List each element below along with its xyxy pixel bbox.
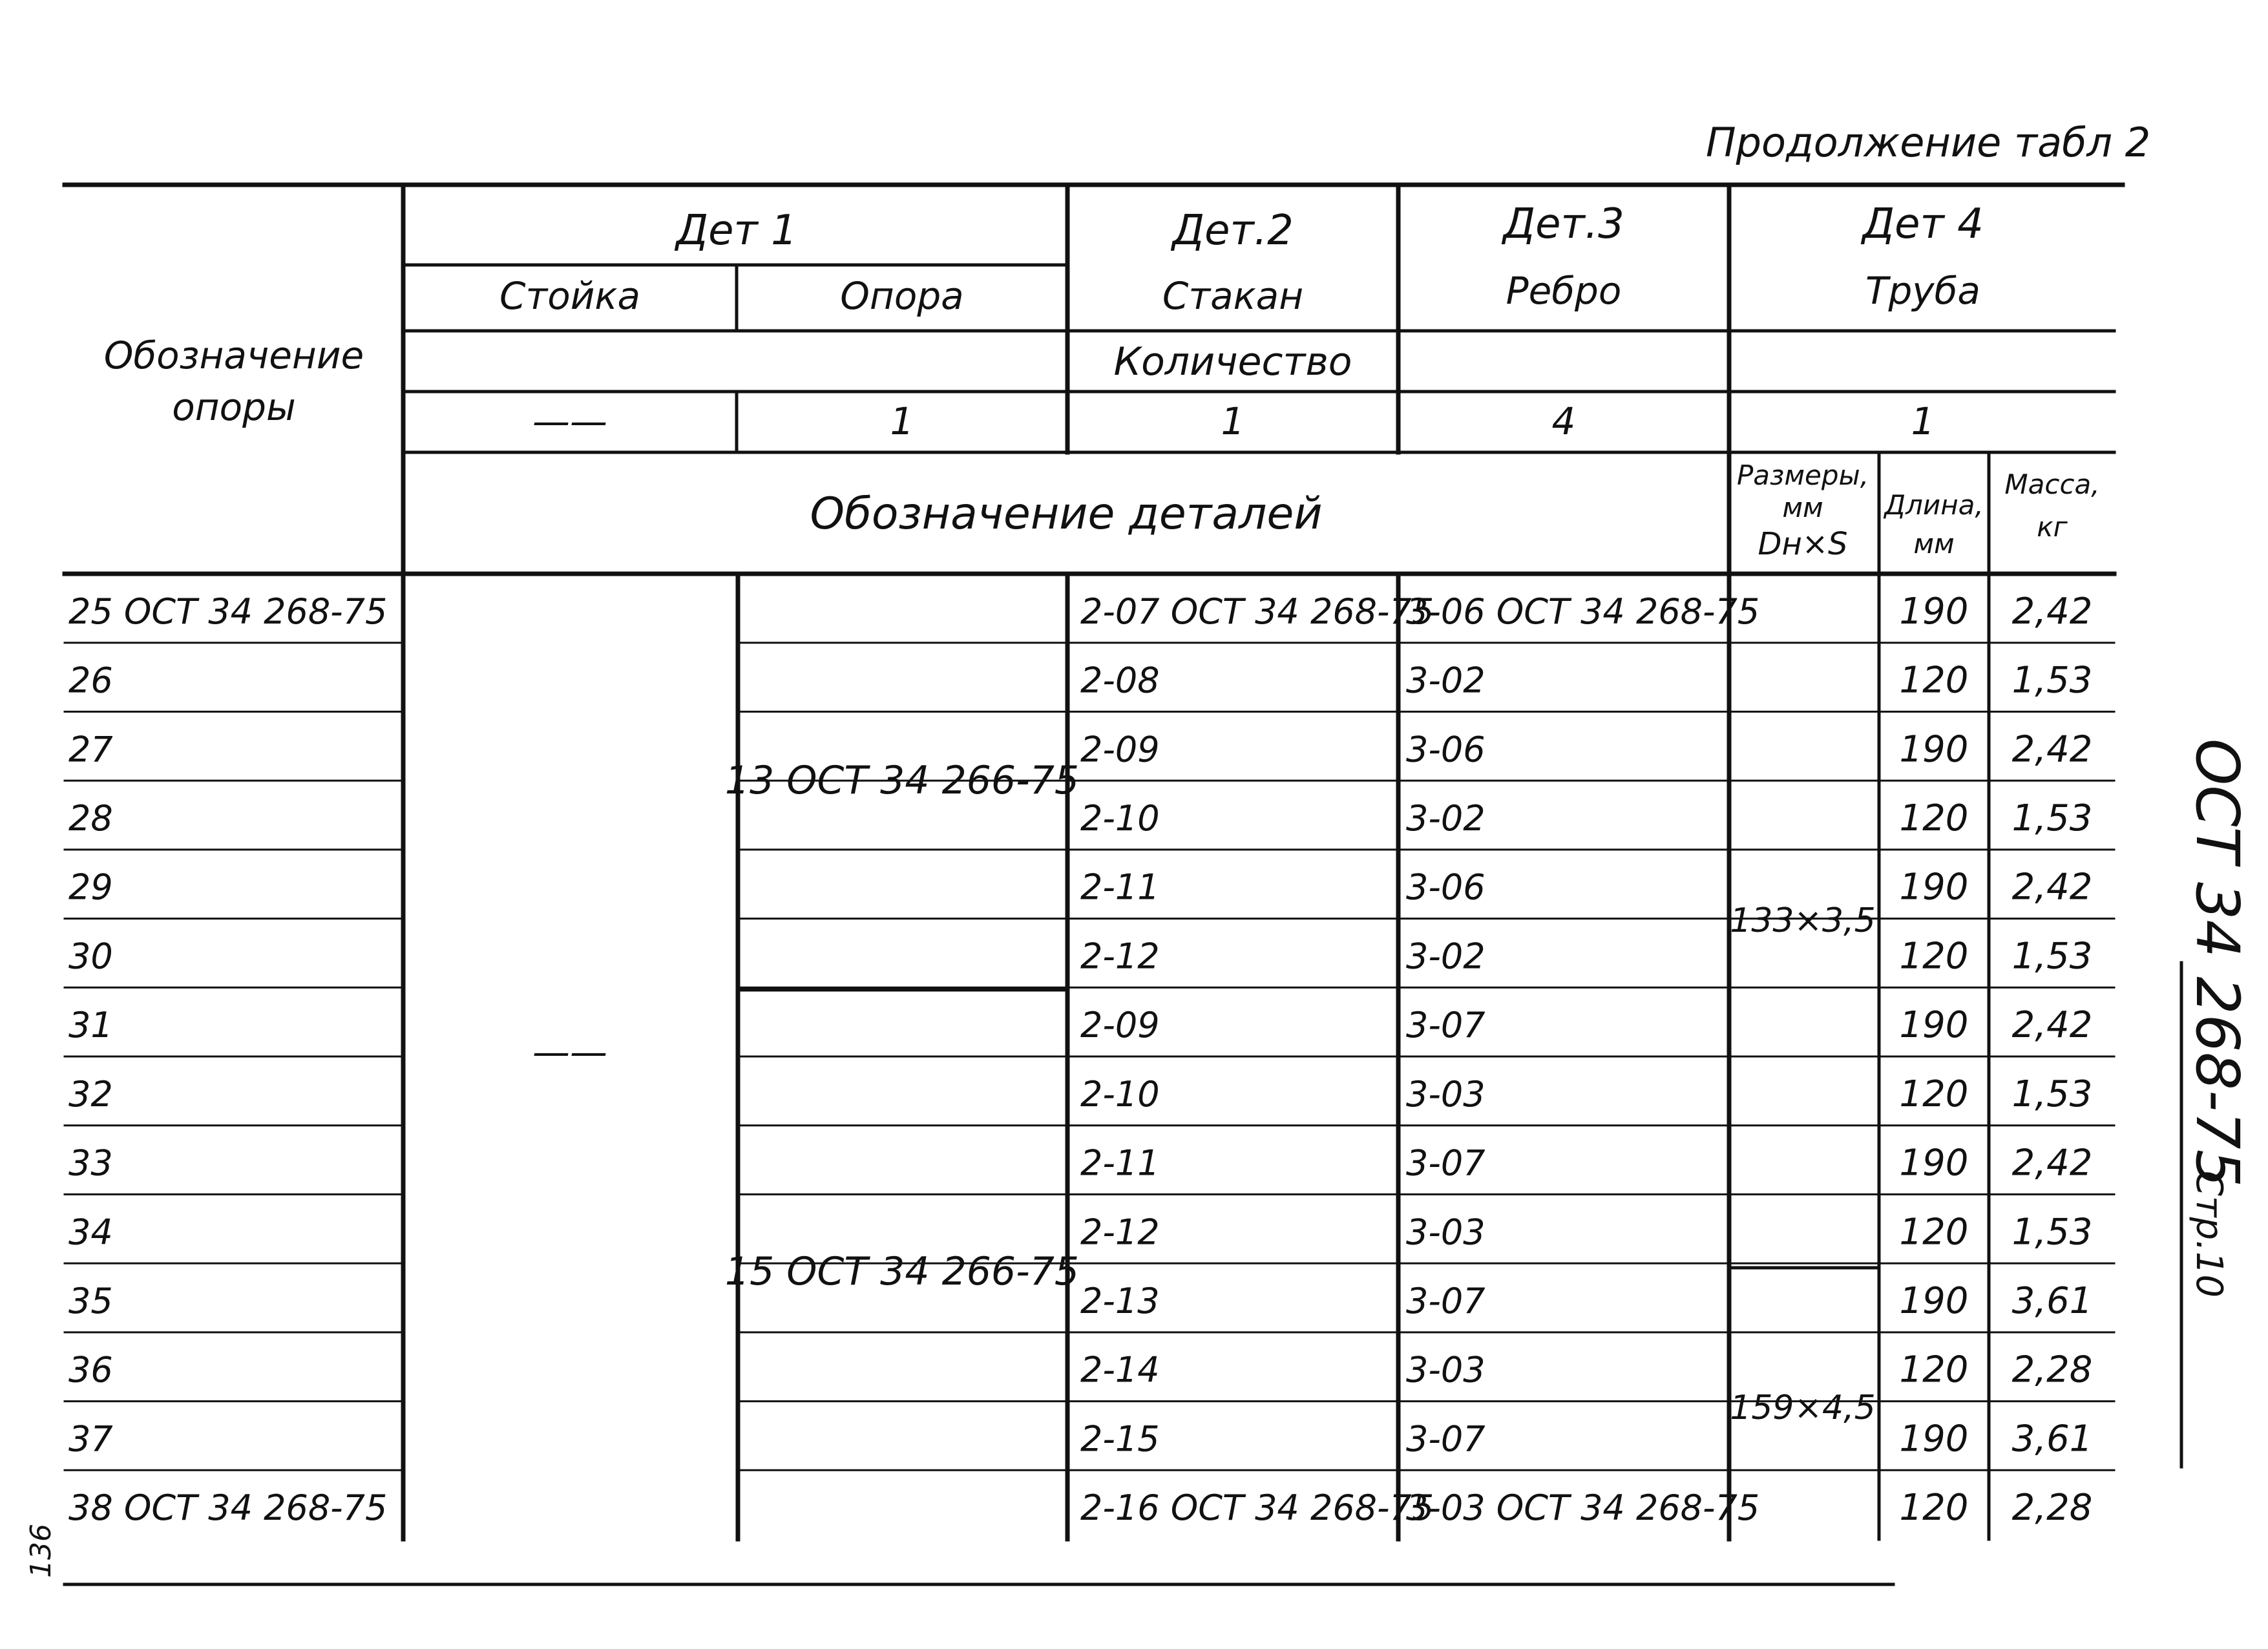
cell-mass: 1,53 xyxy=(2011,935,2093,978)
cell-stakan: 2-14 xyxy=(1080,1349,1160,1391)
pipe-size-group-a: 133×3,5 xyxy=(1730,901,1876,940)
cell-mass: 1,53 xyxy=(2011,1073,2093,1115)
qty-truba: 1 xyxy=(1911,399,1935,443)
pipe-size-group-b: 159×4,5 xyxy=(1730,1389,1876,1427)
cell-length: 120 xyxy=(1899,659,1969,702)
cell-length: 190 xyxy=(1899,1279,1969,1322)
cell-rebro: 3-03 xyxy=(1406,1073,1486,1115)
cell-rebro: 3-06 ОСТ 34 268-75 xyxy=(1406,591,1760,632)
header-designation-line1: Обозначение xyxy=(103,333,364,377)
cell-mass: 2,28 xyxy=(2011,1349,2093,1391)
cell-length: 190 xyxy=(1899,1142,1969,1184)
cell-id: 30 xyxy=(68,936,113,977)
cell-id: 36 xyxy=(68,1349,113,1391)
side-stamp-doc: ОСТ 34 268-75 xyxy=(2183,738,2252,1188)
part-truba: Труба xyxy=(1865,269,1980,313)
merged-cells xyxy=(532,758,1879,1427)
cell-rebro: 3-02 xyxy=(1406,797,1486,839)
cell-mass: 1,53 xyxy=(2011,659,2093,702)
group-title-det1: Дет 1 xyxy=(676,207,797,255)
cell-stakan: 2-09 xyxy=(1080,729,1160,770)
cell-rebro: 3-06 xyxy=(1406,729,1486,770)
part-stoyka: Стойка xyxy=(499,274,641,318)
group-title-det3: Дет.3 xyxy=(1503,200,1624,248)
cell-id: 32 xyxy=(68,1073,113,1115)
cell-stakan: 2-15 xyxy=(1080,1418,1160,1460)
cell-stakan: 2-13 xyxy=(1080,1280,1160,1321)
cell-id: 26 xyxy=(68,660,113,701)
cell-mass: 2,42 xyxy=(2011,1142,2093,1184)
cell-id: 34 xyxy=(68,1212,113,1253)
cell-length: 190 xyxy=(1899,728,1969,771)
quantity-label: Количество xyxy=(1113,339,1352,384)
cell-length: 120 xyxy=(1899,1211,1969,1254)
cell-mass: 2,42 xyxy=(2011,866,2093,909)
page-number: 136 xyxy=(25,1524,58,1578)
cell-id: 29 xyxy=(68,867,113,908)
group-title-det2: Дет.2 xyxy=(1172,207,1294,255)
cell-rebro: 3-03 xyxy=(1406,1212,1486,1253)
cell-rebro: 3-07 xyxy=(1406,1418,1486,1460)
stoyka-dash: —— xyxy=(532,1030,607,1074)
cell-length: 190 xyxy=(1899,590,1969,633)
cell-length: 120 xyxy=(1899,797,1969,839)
cell-id: 25 ОСТ 34 268-75 xyxy=(68,591,388,632)
cell-length: 190 xyxy=(1899,866,1969,909)
header-designation-line2: опоры xyxy=(172,385,296,429)
details-label: Обозначение деталей xyxy=(810,488,1323,540)
cell-rebro: 3-02 xyxy=(1406,936,1486,977)
cell-stakan: 2-10 xyxy=(1080,797,1160,839)
cell-stakan: 2-11 xyxy=(1080,1142,1160,1184)
qty-rebro: 4 xyxy=(1551,399,1576,443)
cell-mass: 1,53 xyxy=(2011,797,2093,839)
cell-id: 31 xyxy=(68,1005,113,1046)
cell-rebro: 3-07 xyxy=(1406,1005,1486,1046)
cell-stakan: 2-11 xyxy=(1080,867,1160,908)
opora-group-b: 15 ОСТ 34 266-75 xyxy=(724,1249,1080,1294)
cell-mass: 3,61 xyxy=(2011,1279,2093,1322)
pipe-length-line1: Длина, xyxy=(1884,489,1984,521)
cell-stakan: 2-07 ОСТ 34 268-75 xyxy=(1080,591,1434,632)
cell-stakan: 2-09 xyxy=(1080,1005,1160,1046)
pipe-size-line3: Dн×S xyxy=(1758,526,1848,562)
cell-stakan: 2-10 xyxy=(1080,1073,1160,1115)
cell-mass: 2,42 xyxy=(2011,1004,2093,1047)
cell-mass: 2,42 xyxy=(2011,728,2093,771)
cell-length: 190 xyxy=(1899,1004,1969,1047)
cell-id: 38 ОСТ 34 268-75 xyxy=(68,1487,388,1529)
pipe-size-line1: Размеры, xyxy=(1736,459,1869,491)
pipe-mass-line1: Масса, xyxy=(2004,468,2100,500)
cell-rebro: 3-07 xyxy=(1406,1142,1486,1184)
group-title-det4: Дет 4 xyxy=(1862,200,1984,248)
qty-stoyka: —— xyxy=(532,399,607,443)
cell-rebro: 3-02 xyxy=(1406,660,1486,701)
cell-length: 120 xyxy=(1899,1073,1969,1115)
cell-stakan: 2-08 xyxy=(1080,660,1160,701)
cell-id: 27 xyxy=(68,729,113,770)
cell-length: 120 xyxy=(1899,935,1969,978)
side-stamp xyxy=(2183,739,2252,1297)
cell-id: 37 xyxy=(68,1418,113,1460)
qty-opora: 1 xyxy=(890,399,914,443)
cell-rebro: 3-03 xyxy=(1406,1349,1486,1391)
opora-group-a: 13 ОСТ 34 266-75 xyxy=(724,758,1080,803)
cell-id: 33 xyxy=(68,1142,113,1184)
cell-stakan: 2-12 xyxy=(1080,936,1160,977)
part-stakan: Стакан xyxy=(1162,274,1304,318)
pipe-size-line2: мм xyxy=(1782,492,1823,523)
part-opora: Опора xyxy=(840,274,964,318)
cell-length: 120 xyxy=(1899,1349,1969,1391)
cell-mass: 2,42 xyxy=(2011,590,2093,633)
cell-mass: 1,53 xyxy=(2011,1211,2093,1254)
cell-id: 28 xyxy=(68,797,113,839)
cell-rebro: 3-03 ОСТ 34 268-75 xyxy=(1406,1487,1760,1529)
qty-stakan: 1 xyxy=(1221,399,1245,443)
page-number-group xyxy=(25,1524,58,1578)
pipe-mass-line2: кг xyxy=(2037,511,2068,543)
cell-length: 190 xyxy=(1899,1418,1969,1460)
cell-stakan: 2-16 ОСТ 34 268-75 xyxy=(1080,1487,1434,1529)
side-stamp-page: Стр.10 xyxy=(2188,1170,2230,1298)
cell-length: 120 xyxy=(1899,1487,1969,1529)
cell-rebro: 3-07 xyxy=(1406,1280,1486,1321)
cell-stakan: 2-12 xyxy=(1080,1212,1160,1253)
cell-mass: 2,28 xyxy=(2011,1487,2093,1529)
cell-rebro: 3-06 xyxy=(1406,867,1486,908)
part-rebro: Ребро xyxy=(1506,269,1622,313)
cell-id: 35 xyxy=(68,1280,113,1321)
pipe-length-line2: мм xyxy=(1913,528,1955,560)
cell-mass: 3,61 xyxy=(2011,1418,2093,1460)
continuation-caption: Продолжение табл 2 xyxy=(1706,119,2151,166)
